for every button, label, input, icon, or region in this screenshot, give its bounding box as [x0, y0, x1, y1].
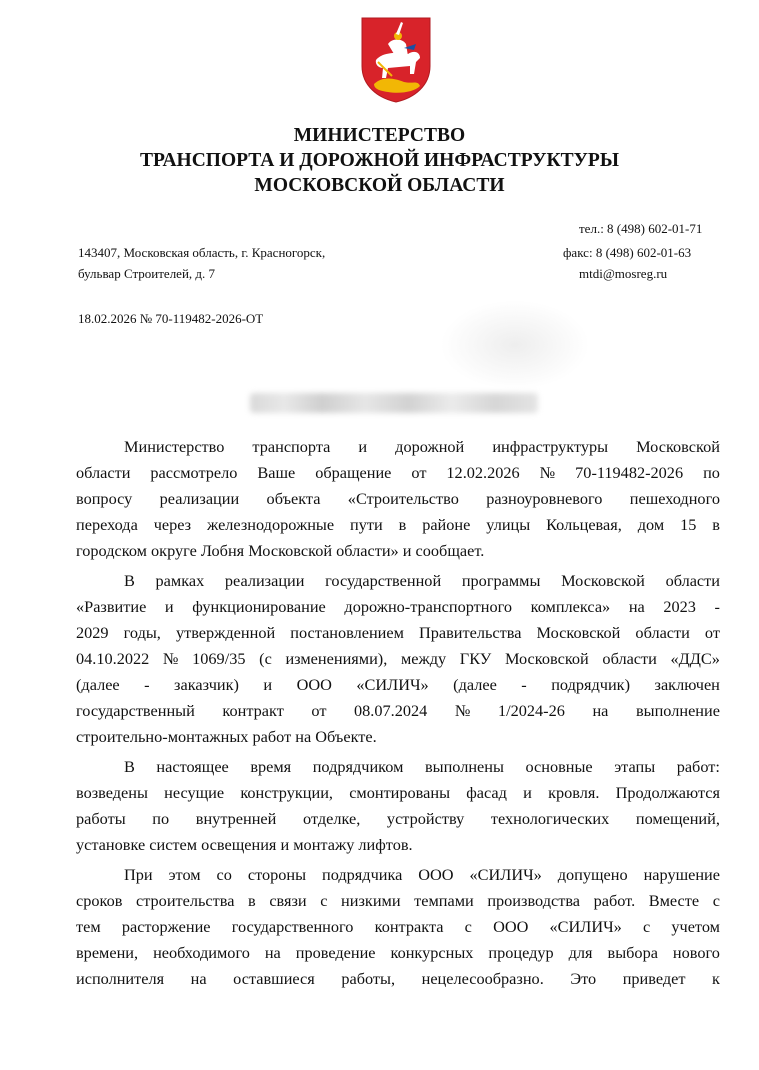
body-word: проведение: [295, 943, 376, 962]
body-word: 1069/35: [192, 649, 246, 668]
body-word: (далее: [453, 675, 497, 694]
body-line: [76, 594, 720, 620]
body-word: изменениями),: [285, 649, 388, 668]
body-word: Министерство: [124, 437, 225, 456]
body-word: Правительства: [419, 623, 522, 642]
body-word: государственного: [231, 917, 354, 936]
body-word: настоящее: [156, 757, 229, 776]
document-reference: 18.02.2026 № 70-119482-2026-ОТ: [78, 311, 264, 326]
body-word: выполнение: [635, 701, 720, 720]
body-word: Московской: [636, 437, 720, 456]
body-word: нецелесообразно.: [421, 969, 544, 988]
body-word: и: [164, 597, 174, 616]
body-word: государственной: [325, 571, 442, 590]
body-word: «ДДС»: [670, 649, 720, 668]
body-word: программы: [461, 571, 541, 590]
body-word: приведет: [622, 969, 686, 988]
body-word: ООО: [493, 917, 529, 936]
body-word: Вместе: [648, 891, 700, 910]
body-word: Московской: [536, 623, 621, 642]
body-word: Продолжаются: [615, 783, 720, 802]
body-word: утвержденной: [175, 623, 276, 642]
phone-number: тел.: 8 (498) 602-01-71: [579, 221, 703, 236]
body-word: функционирование: [192, 597, 326, 616]
body-word: объекта: [266, 489, 321, 508]
body-word: (с: [259, 649, 272, 668]
body-word: 1/2024-26: [497, 701, 565, 720]
body-word: время: [250, 757, 292, 776]
letter-body: [76, 434, 720, 992]
email-address: mtdi@mosreg.ru: [579, 266, 668, 281]
body-word: рамках: [155, 571, 205, 590]
body-word: расторжение: [121, 917, 211, 936]
body-word: с: [712, 891, 720, 910]
body-word: пути: [350, 515, 383, 534]
body-word: области: [665, 571, 720, 590]
body-word: ООО: [418, 865, 454, 884]
ministry-title-line-1: МИНИСТЕРСТВО: [293, 125, 466, 146]
body-word: стороны: [247, 865, 307, 884]
body-word: 15: [680, 515, 697, 534]
body-word: ООО: [296, 675, 332, 694]
body-line: [76, 754, 720, 780]
body-word: подрядчиком: [312, 757, 404, 776]
body-word: конструкции,: [240, 783, 333, 802]
body-word: оставшиеся: [233, 969, 315, 988]
scan-smudge: [440, 300, 590, 390]
body-word: подрядчика: [321, 865, 403, 884]
body-word: строительства: [136, 891, 235, 910]
body-word: инфраструктуры: [492, 437, 609, 456]
body-word: учетом: [671, 917, 720, 936]
body-word: «СИЛИЧ»: [549, 917, 622, 936]
body-word: 2023: [663, 597, 696, 616]
body-word: связи: [269, 891, 307, 910]
body-word: подрядчик): [551, 675, 631, 694]
body-word: улицы: [486, 515, 531, 534]
body-word: 12.02.2026: [446, 463, 520, 482]
body-word: и: [358, 437, 368, 456]
body-word: «СИЛИЧ»: [356, 675, 429, 694]
body-word: устройству: [386, 809, 465, 828]
body-word: №: [539, 463, 556, 482]
body-word: и: [523, 783, 532, 802]
body-word: дом: [637, 515, 665, 534]
body-line: [76, 780, 720, 806]
ministry-title-line-3: МОСКОВСКОЙ ОБЛАСТИ: [254, 175, 505, 196]
body-word: для: [568, 943, 593, 962]
body-word: сроков: [76, 891, 123, 910]
body-word: -: [521, 675, 527, 694]
body-word: области: [635, 623, 690, 642]
body-word: к: [712, 969, 720, 988]
body-word: работы: [76, 809, 126, 828]
body-word: 08.07.2024: [354, 701, 428, 720]
body-word: технологических: [490, 809, 610, 828]
body-word: нового: [672, 943, 720, 962]
body-word: возведены: [76, 783, 148, 802]
body-word: на: [264, 943, 281, 962]
body-word: государственный: [76, 701, 195, 720]
body-word: на: [628, 597, 645, 616]
body-word: выполнены: [424, 757, 504, 776]
body-word: работ.: [593, 891, 636, 910]
address-line-1: 143407, Московская область, г. Красногорск,: [78, 245, 326, 260]
body-word: с: [464, 917, 472, 936]
body-word: с: [642, 917, 651, 936]
body-word: помещений,: [635, 809, 720, 828]
body-word: 2029: [76, 623, 109, 642]
body-word: в: [248, 891, 256, 910]
body-word: на: [190, 969, 207, 988]
body-word: со: [216, 865, 232, 884]
body-line: [76, 966, 720, 992]
fax-number: факс: 8 (498) 602-01-63: [563, 245, 692, 260]
body-word: от: [311, 701, 327, 720]
body-word: низкими: [341, 891, 401, 910]
body-line: [76, 512, 720, 538]
body-word: 04.10.2022: [76, 649, 150, 668]
body-line: строительно-монтажных работ на Объекте.: [76, 727, 377, 746]
body-word: области: [76, 463, 131, 482]
body-word: постановлением: [290, 623, 404, 642]
body-word: «Строительство: [347, 489, 459, 508]
body-word: (далее: [76, 675, 120, 694]
body-word: от: [704, 623, 720, 642]
body-word: Это: [570, 969, 597, 988]
body-word: №: [162, 649, 179, 668]
body-line: [76, 486, 720, 512]
body-word: Ваше: [257, 463, 296, 482]
body-word: комплекса»: [530, 597, 611, 616]
body-word: конкурсных: [390, 943, 474, 962]
body-word: в: [398, 515, 407, 534]
body-word: «СИЛИЧ»: [469, 865, 542, 884]
body-line: [76, 460, 720, 486]
body-word: работ:: [676, 757, 720, 776]
body-word: фасад: [466, 783, 507, 802]
body-line: [76, 888, 720, 914]
body-word: перехода: [76, 515, 138, 534]
moscow-region-coat-of-arms-icon: [358, 14, 434, 104]
body-word: пешеходного: [629, 489, 720, 508]
body-word: заказчик): [174, 675, 239, 694]
body-word: в: [712, 515, 720, 534]
address-line-2: бульвар Строителей, д. 7: [78, 266, 216, 281]
body-word: времени,: [76, 943, 139, 962]
body-word: дорожно-транспортного: [344, 597, 513, 616]
body-word: выбора: [607, 943, 658, 962]
body-word: контракта: [374, 917, 444, 936]
body-word: При: [124, 865, 153, 884]
body-line: [76, 620, 720, 646]
body-word: тем: [76, 917, 101, 936]
body-word: железнодорожные: [207, 515, 335, 534]
body-word: основные: [525, 757, 593, 776]
body-word: темпами: [414, 891, 474, 910]
body-word: №: [454, 701, 471, 720]
body-word: этапы: [614, 757, 656, 776]
body-word: заключен: [654, 675, 720, 694]
body-word: ГКУ: [459, 649, 492, 668]
body-word: -: [714, 597, 720, 616]
body-word: внутренней: [195, 809, 277, 828]
body-line: [76, 862, 720, 888]
body-word: смонтированы: [349, 783, 451, 802]
body-word: Московской: [561, 571, 645, 590]
ministry-title-line-2: ТРАНСПОРТА И ДОРОЖНОЙ ИНФРАСТРУКТУРЫ: [140, 150, 619, 171]
body-word: несущие: [164, 783, 225, 802]
body-line: городском округе Лобня Московской области» и сообщает.: [76, 541, 485, 560]
body-word: этом: [168, 865, 201, 884]
body-line: [76, 914, 720, 940]
body-line: [76, 672, 720, 698]
body-word: по: [152, 809, 170, 828]
body-word: по: [703, 463, 720, 482]
body-word: процедур: [488, 943, 554, 962]
body-word: области: [602, 649, 657, 668]
body-line: [76, 646, 720, 672]
body-word: В: [124, 571, 135, 590]
body-word: 70-119482-2026: [575, 463, 684, 482]
body-word: контракт: [222, 701, 284, 720]
body-word: разноуровневого: [486, 489, 603, 508]
body-word: -: [144, 675, 150, 694]
body-line: [76, 698, 720, 724]
body-word: В: [124, 757, 135, 776]
body-line: [76, 940, 720, 966]
body-word: транспорта: [252, 437, 331, 456]
body-word: между: [400, 649, 447, 668]
redacted-recipient: [250, 393, 538, 413]
body-word: Московской: [504, 649, 589, 668]
body-word: через: [153, 515, 192, 534]
body-word: допущено: [557, 865, 628, 884]
body-word: обращение: [315, 463, 392, 482]
body-line: [76, 434, 720, 460]
body-word: исполнителя: [76, 969, 165, 988]
body-word: работы,: [341, 969, 396, 988]
body-word: «Развитие: [76, 597, 147, 616]
body-line: [76, 806, 720, 832]
body-line: установке систем освещения и монтажу лифтов.: [76, 835, 413, 854]
body-word: производства: [487, 891, 581, 910]
body-word: реализации: [224, 571, 305, 590]
body-word: нарушение: [643, 865, 720, 884]
body-word: и: [263, 675, 273, 694]
body-word: отделке,: [303, 809, 361, 828]
body-word: необходимого: [153, 943, 250, 962]
body-word: с: [320, 891, 328, 910]
body-word: на: [592, 701, 609, 720]
body-word: кровля.: [548, 783, 600, 802]
body-word: вопросу: [76, 489, 133, 508]
body-word: дорожной: [395, 437, 465, 456]
body-word: реализации: [159, 489, 240, 508]
body-word: Кольцевая,: [546, 515, 622, 534]
body-word: районе: [422, 515, 471, 534]
body-line: [76, 568, 720, 594]
body-word: от: [411, 463, 427, 482]
body-word: рассмотрело: [150, 463, 238, 482]
body-word: годы,: [123, 623, 161, 642]
